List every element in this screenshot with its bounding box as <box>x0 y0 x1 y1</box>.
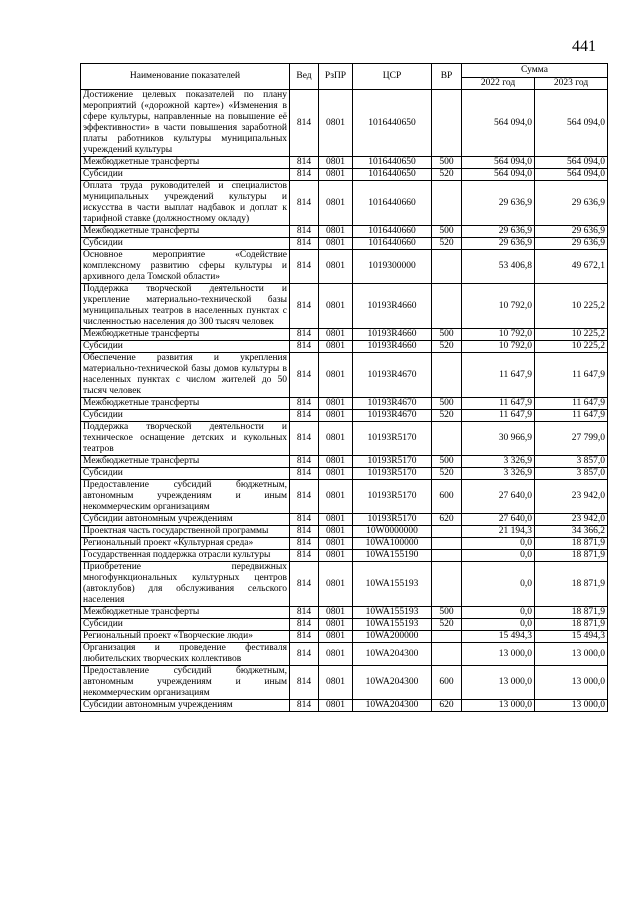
row-amount-2023: 3 857,0 <box>535 468 608 480</box>
row-amount-2023: 23 942,0 <box>535 480 608 514</box>
row-ved: 814 <box>290 353 319 398</box>
row-csr: 10193R4670 <box>353 353 432 398</box>
row-csr: 1016440660 <box>353 181 432 226</box>
row-name: Региональный проект «Культурная среда» <box>81 538 290 550</box>
row-ved: 814 <box>290 631 319 643</box>
row-amount-2022: 11 647,9 <box>462 398 535 410</box>
row-ved: 814 <box>290 538 319 550</box>
row-name: Основное мероприятие «Содействие комплексному развитию сферы культуры и архивного дела Томской области» <box>81 250 290 284</box>
row-ved: 814 <box>290 550 319 562</box>
row-vr <box>432 353 462 398</box>
header-csr: ЦСР <box>353 64 432 90</box>
table-row <box>81 226 608 238</box>
row-rzpr: 0801 <box>319 410 353 422</box>
row-name: Приобретение передвижных многофункциональных культурных центров (автоклубов) для обслуживания сельского населения <box>81 562 290 607</box>
row-rzpr: 0801 <box>319 468 353 480</box>
row-amount-2022: 564 094,0 <box>462 90 535 157</box>
table-row <box>81 284 608 329</box>
row-csr: 10WA204300 <box>353 700 432 712</box>
row-vr: 500 <box>432 398 462 410</box>
row-vr: 500 <box>432 157 462 169</box>
row-csr: 10193R5170 <box>353 480 432 514</box>
row-amount-2023: 11 647,9 <box>535 398 608 410</box>
row-ved: 814 <box>290 666 319 700</box>
row-name: Субсидии <box>81 410 290 422</box>
row-ved: 814 <box>290 619 319 631</box>
row-amount-2023: 11 647,9 <box>535 353 608 398</box>
row-ved: 814 <box>290 329 319 341</box>
row-ved: 814 <box>290 410 319 422</box>
row-name: Региональный проект «Творческие люди» <box>81 631 290 643</box>
header-year-2023: 2023 год <box>535 78 608 90</box>
row-amount-2023: 564 094,0 <box>535 157 608 169</box>
row-name: Субсидии <box>81 619 290 631</box>
row-rzpr: 0801 <box>319 157 353 169</box>
table-row <box>81 562 608 607</box>
row-amount-2022: 53 406,8 <box>462 250 535 284</box>
row-name: Субсидии <box>81 238 290 250</box>
table-row <box>81 157 608 169</box>
page-number: 441 <box>572 38 596 55</box>
row-amount-2022: 0,0 <box>462 538 535 550</box>
table-row <box>81 398 608 410</box>
row-amount-2022: 13 000,0 <box>462 666 535 700</box>
row-vr: 520 <box>432 169 462 181</box>
row-rzpr: 0801 <box>319 456 353 468</box>
row-amount-2023: 15 494,3 <box>535 631 608 643</box>
row-vr <box>432 90 462 157</box>
row-vr: 500 <box>432 329 462 341</box>
row-ved: 814 <box>290 480 319 514</box>
row-amount-2023: 3 857,0 <box>535 456 608 468</box>
row-amount-2022: 27 640,0 <box>462 514 535 526</box>
table-row <box>81 700 608 712</box>
row-csr: 1016440650 <box>353 157 432 169</box>
row-amount-2023: 23 942,0 <box>535 514 608 526</box>
row-name: Оплата труда руководителей и специалистов муниципальных учреждений культуры и искусства в части выплат надбавок и доплат к тарифной ставке (должностному окладу) <box>81 181 290 226</box>
row-amount-2022: 29 636,9 <box>462 238 535 250</box>
row-rzpr: 0801 <box>319 526 353 538</box>
row-vr <box>432 250 462 284</box>
row-vr <box>432 643 462 666</box>
row-vr: 620 <box>432 700 462 712</box>
table-row <box>81 643 608 666</box>
row-amount-2023: 13 000,0 <box>535 700 608 712</box>
row-amount-2022: 13 000,0 <box>462 643 535 666</box>
row-rzpr: 0801 <box>319 341 353 353</box>
row-csr: 10WA155193 <box>353 562 432 607</box>
row-amount-2022: 0,0 <box>462 562 535 607</box>
row-vr: 520 <box>432 410 462 422</box>
row-vr: 520 <box>432 468 462 480</box>
row-amount-2023: 564 094,0 <box>535 169 608 181</box>
row-ved: 814 <box>290 643 319 666</box>
table-row <box>81 538 608 550</box>
row-csr: 10193R5170 <box>353 468 432 480</box>
row-amount-2022: 564 094,0 <box>462 169 535 181</box>
row-name: Межбюджетные трансферты <box>81 157 290 169</box>
row-amount-2023: 13 000,0 <box>535 666 608 700</box>
header-ved: Вед <box>290 64 319 90</box>
row-amount-2022: 21 194,3 <box>462 526 535 538</box>
row-vr <box>432 631 462 643</box>
row-name: Государственная поддержка отрасли культуры <box>81 550 290 562</box>
table-row <box>81 631 608 643</box>
row-csr: 10193R4660 <box>353 284 432 329</box>
row-ved: 814 <box>290 562 319 607</box>
row-name: Субсидии автономным учреждениям <box>81 514 290 526</box>
row-name: Межбюджетные трансферты <box>81 329 290 341</box>
header-rzpr: РзПР <box>319 64 353 90</box>
row-amount-2023: 29 636,9 <box>535 226 608 238</box>
row-amount-2022: 30 966,9 <box>462 422 535 456</box>
row-name: Субсидии автономным учреждениям <box>81 700 290 712</box>
row-amount-2022: 3 326,9 <box>462 468 535 480</box>
table-row <box>81 550 608 562</box>
row-csr: 10193R4660 <box>353 341 432 353</box>
row-amount-2023: 18 871,9 <box>535 619 608 631</box>
row-vr <box>432 562 462 607</box>
row-amount-2023: 18 871,9 <box>535 538 608 550</box>
row-rzpr: 0801 <box>319 619 353 631</box>
row-vr <box>432 526 462 538</box>
row-csr: 10WA204300 <box>353 666 432 700</box>
row-amount-2023: 10 225,2 <box>535 329 608 341</box>
row-amount-2023: 49 672,1 <box>535 250 608 284</box>
row-ved: 814 <box>290 398 319 410</box>
row-csr: 10193R4670 <box>353 398 432 410</box>
table-row <box>81 514 608 526</box>
row-amount-2023: 34 366,2 <box>535 526 608 538</box>
row-ved: 814 <box>290 90 319 157</box>
row-vr: 520 <box>432 238 462 250</box>
row-vr: 500 <box>432 226 462 238</box>
row-ved: 814 <box>290 157 319 169</box>
row-amount-2023: 18 871,9 <box>535 562 608 607</box>
row-amount-2022: 11 647,9 <box>462 353 535 398</box>
row-csr: 10WA200000 <box>353 631 432 643</box>
row-name: Межбюджетные трансферты <box>81 456 290 468</box>
row-csr: 10WA155190 <box>353 550 432 562</box>
table-row <box>81 341 608 353</box>
row-rzpr: 0801 <box>319 90 353 157</box>
row-name: Обеспечение развития и укрепления материально-технической базы домов культуры в населенных пунктах с числом жителей до 50 тысяч человек <box>81 353 290 398</box>
row-ved: 814 <box>290 468 319 480</box>
row-vr: 600 <box>432 480 462 514</box>
row-vr: 500 <box>432 607 462 619</box>
row-vr <box>432 422 462 456</box>
row-amount-2022: 10 792,0 <box>462 284 535 329</box>
table-row <box>81 353 608 398</box>
row-rzpr: 0801 <box>319 422 353 456</box>
row-rzpr: 0801 <box>319 284 353 329</box>
row-amount-2023: 10 225,2 <box>535 284 608 329</box>
row-name: Поддержка творческой деятельности и техническое оснащение детских и кукольных театров <box>81 422 290 456</box>
row-vr: 600 <box>432 666 462 700</box>
row-rzpr: 0801 <box>319 562 353 607</box>
row-csr: 10193R5170 <box>353 422 432 456</box>
row-ved: 814 <box>290 341 319 353</box>
row-rzpr: 0801 <box>319 514 353 526</box>
row-rzpr: 0801 <box>319 238 353 250</box>
row-name: Организация и проведение фестиваля любительских творческих коллективов <box>81 643 290 666</box>
header-vr: ВР <box>432 64 462 90</box>
row-name: Предоставление субсидий бюджетным, автономным учреждениям и иным некоммерческим организациям <box>81 666 290 700</box>
row-ved: 814 <box>290 226 319 238</box>
row-amount-2023: 18 871,9 <box>535 550 608 562</box>
row-rzpr: 0801 <box>319 181 353 226</box>
row-name: Проектная часть государственной программы <box>81 526 290 538</box>
table-row <box>81 607 608 619</box>
row-amount-2023: 29 636,9 <box>535 238 608 250</box>
row-csr: 10193R5170 <box>353 514 432 526</box>
row-csr: 1016440650 <box>353 169 432 181</box>
row-ved: 814 <box>290 284 319 329</box>
header-sum: Сумма <box>462 64 608 78</box>
row-vr <box>432 181 462 226</box>
row-name: Предоставление субсидий бюджетным, автономным учреждениям и иным некоммерческим организациям <box>81 480 290 514</box>
row-rzpr: 0801 <box>319 550 353 562</box>
row-csr: 10WA155193 <box>353 619 432 631</box>
row-rzpr: 0801 <box>319 250 353 284</box>
row-amount-2022: 3 326,9 <box>462 456 535 468</box>
row-name: Субсидии <box>81 169 290 181</box>
row-amount-2022: 564 094,0 <box>462 157 535 169</box>
row-csr: 10WA155193 <box>353 607 432 619</box>
table-row <box>81 169 608 181</box>
row-ved: 814 <box>290 169 319 181</box>
row-rzpr: 0801 <box>319 700 353 712</box>
row-rzpr: 0801 <box>319 353 353 398</box>
row-csr: 10193R4660 <box>353 329 432 341</box>
row-amount-2023: 564 094,0 <box>535 90 608 157</box>
table-row <box>81 250 608 284</box>
table-header <box>81 64 608 90</box>
row-ved: 814 <box>290 238 319 250</box>
row-amount-2022: 15 494,3 <box>462 631 535 643</box>
header-name: Наименование показателей <box>81 64 290 90</box>
row-amount-2022: 29 636,9 <box>462 181 535 226</box>
row-rzpr: 0801 <box>319 169 353 181</box>
table-row <box>81 238 608 250</box>
table-row <box>81 90 608 157</box>
table-row <box>81 456 608 468</box>
row-csr: 10W0000000 <box>353 526 432 538</box>
row-csr: 10WA204300 <box>353 643 432 666</box>
row-vr: 500 <box>432 456 462 468</box>
row-amount-2023: 29 636,9 <box>535 181 608 226</box>
row-csr: 10193R4670 <box>353 410 432 422</box>
row-name: Межбюджетные трансферты <box>81 226 290 238</box>
row-vr <box>432 550 462 562</box>
row-amount-2022: 11 647,9 <box>462 410 535 422</box>
row-rzpr: 0801 <box>319 643 353 666</box>
row-rzpr: 0801 <box>319 607 353 619</box>
row-amount-2023: 27 799,0 <box>535 422 608 456</box>
row-ved: 814 <box>290 422 319 456</box>
row-amount-2022: 13 000,0 <box>462 700 535 712</box>
row-csr: 10193R5170 <box>353 456 432 468</box>
row-csr: 1016440660 <box>353 226 432 238</box>
row-ved: 814 <box>290 700 319 712</box>
row-rzpr: 0801 <box>319 538 353 550</box>
row-amount-2022: 27 640,0 <box>462 480 535 514</box>
row-amount-2022: 29 636,9 <box>462 226 535 238</box>
row-amount-2022: 0,0 <box>462 619 535 631</box>
header-year-2022: 2022 год <box>462 78 535 90</box>
row-amount-2022: 10 792,0 <box>462 341 535 353</box>
row-amount-2022: 0,0 <box>462 550 535 562</box>
table-row <box>81 666 608 700</box>
row-rzpr: 0801 <box>319 329 353 341</box>
row-amount-2022: 0,0 <box>462 607 535 619</box>
row-name: Межбюджетные трансферты <box>81 607 290 619</box>
table-row <box>81 422 608 456</box>
table-row <box>81 480 608 514</box>
row-rzpr: 0801 <box>319 666 353 700</box>
row-amount-2023: 10 225,2 <box>535 341 608 353</box>
row-amount-2022: 10 792,0 <box>462 329 535 341</box>
row-ved: 814 <box>290 526 319 538</box>
row-vr: 620 <box>432 514 462 526</box>
row-ved: 814 <box>290 456 319 468</box>
table-row <box>81 619 608 631</box>
budget-table <box>80 63 608 712</box>
row-amount-2023: 18 871,9 <box>535 607 608 619</box>
table-row <box>81 468 608 480</box>
row-vr <box>432 538 462 550</box>
row-rzpr: 0801 <box>319 631 353 643</box>
row-name: Субсидии <box>81 468 290 480</box>
row-csr: 1016440650 <box>353 90 432 157</box>
row-ved: 814 <box>290 181 319 226</box>
row-ved: 814 <box>290 607 319 619</box>
row-csr: 10WA100000 <box>353 538 432 550</box>
row-name: Межбюджетные трансферты <box>81 398 290 410</box>
row-vr: 520 <box>432 341 462 353</box>
table-body <box>81 90 608 712</box>
row-ved: 814 <box>290 250 319 284</box>
table-row <box>81 181 608 226</box>
row-name: Субсидии <box>81 341 290 353</box>
row-rzpr: 0801 <box>319 480 353 514</box>
row-csr: 1019300000 <box>353 250 432 284</box>
row-rzpr: 0801 <box>319 398 353 410</box>
row-amount-2023: 11 647,9 <box>535 410 608 422</box>
table-row <box>81 329 608 341</box>
row-amount-2023: 13 000,0 <box>535 643 608 666</box>
row-vr <box>432 284 462 329</box>
table-row <box>81 526 608 538</box>
row-csr: 1016440660 <box>353 238 432 250</box>
row-ved: 814 <box>290 514 319 526</box>
row-name: Достижение целевых показателей по плану мероприятий («дорожной карте») «Изменения в сфере культуры, направленные на повышение её эффективности» в части повышения заработной платы работников культуры муниципальных учреждений культуры <box>81 90 290 157</box>
row-name: Поддержка творческой деятельности и укрепление материально-технической базы муниципальных театров в населенных пунктах с численностью населения до 300 тысяч человек <box>81 284 290 329</box>
table-row <box>81 410 608 422</box>
row-rzpr: 0801 <box>319 226 353 238</box>
row-vr: 520 <box>432 619 462 631</box>
